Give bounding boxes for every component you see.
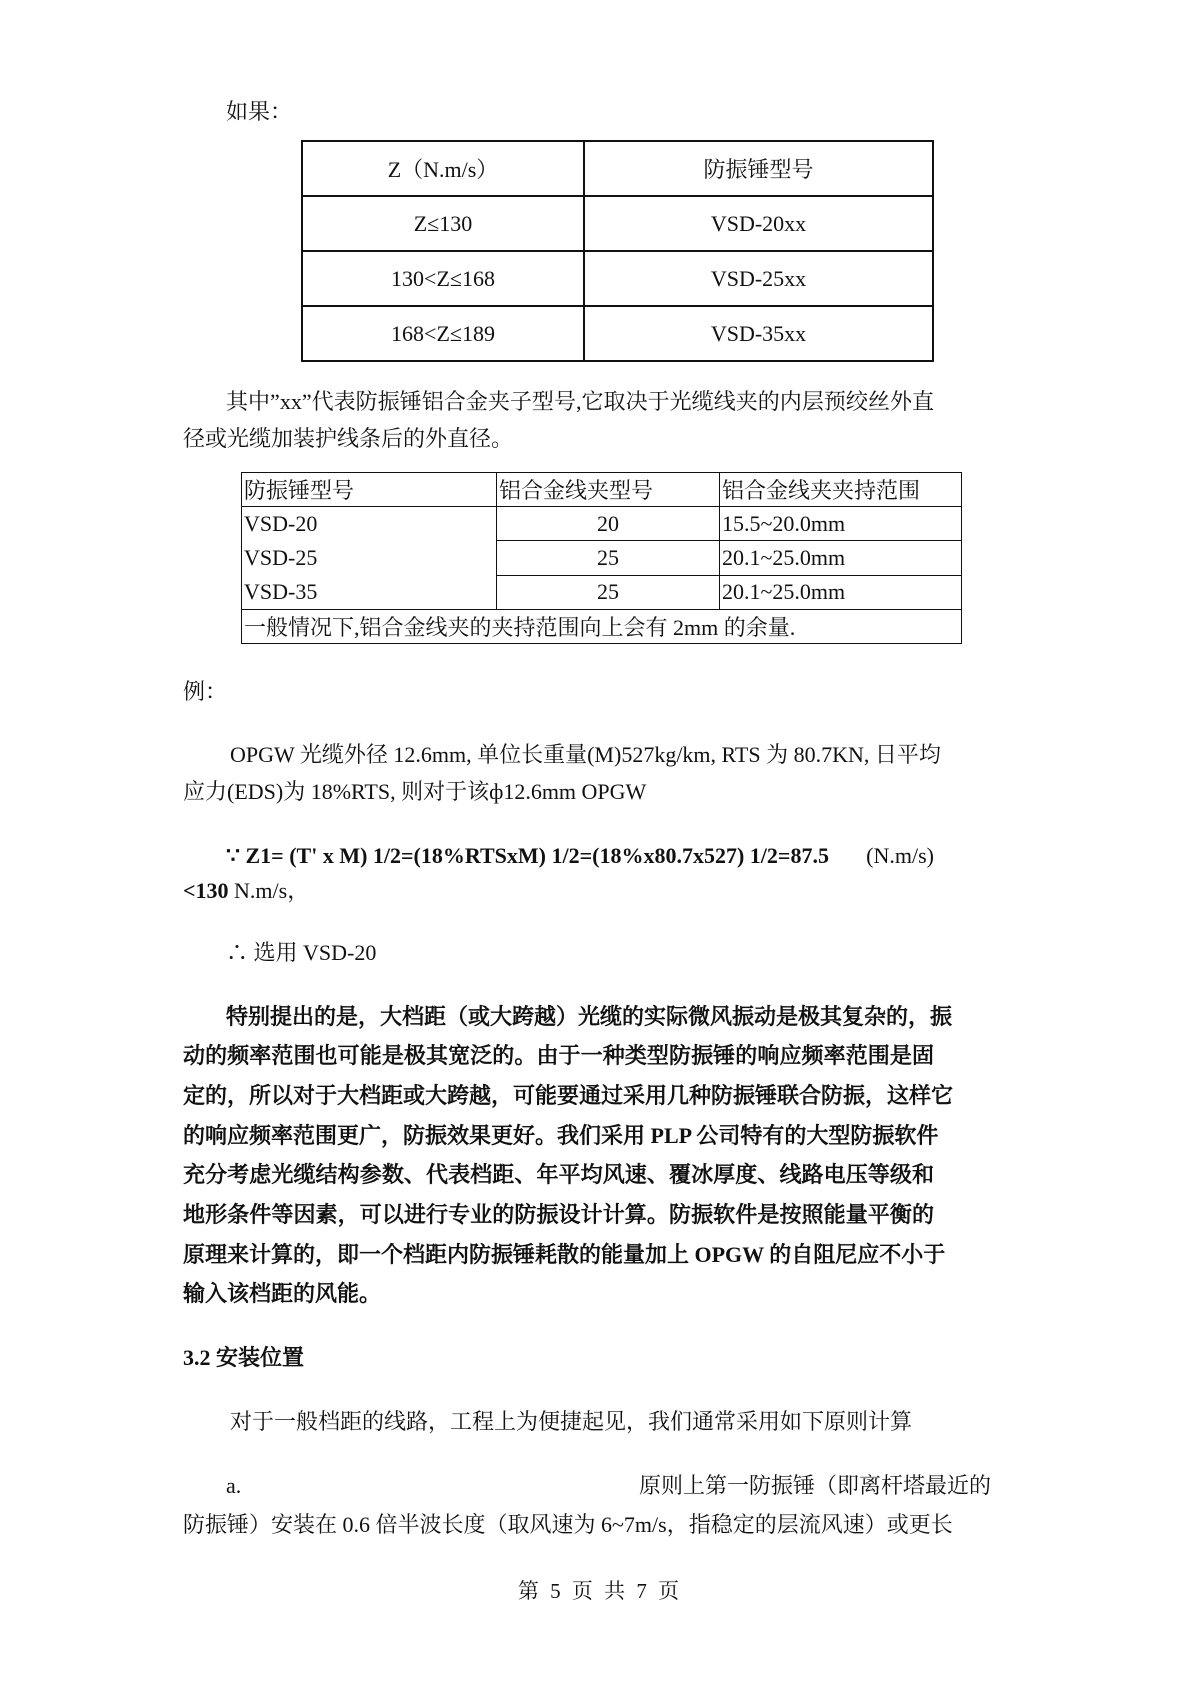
intro-label: 如果： bbox=[226, 99, 293, 124]
conclusion-line: ∴ 选用 VSD-20 bbox=[226, 940, 377, 965]
table-cell: VSD-20xx bbox=[584, 196, 933, 251]
section-intro: 对于一般档距的线路，工程上为便捷起见，我们通常采用如下原则计算 bbox=[230, 1409, 913, 1434]
page-footer: 第 5 页 共 7 页 bbox=[517, 1579, 683, 1603]
table-row bbox=[302, 306, 933, 361]
table-cell: Z≤130 bbox=[302, 196, 584, 251]
damper-selection-table bbox=[301, 140, 934, 362]
example-line: OPGW 光缆外径 12.6mm, 单位长重量(M)527kg/km, RTS 为 80.7KN, 日平均 bbox=[230, 742, 941, 767]
section-heading: 3.2 安装位置 bbox=[183, 1345, 305, 1370]
formula-line bbox=[226, 841, 934, 871]
table-row bbox=[302, 251, 933, 306]
formula-bound: <130 bbox=[183, 878, 229, 903]
table-cell: VSD-35xx bbox=[584, 306, 933, 361]
list-item-text: 防振锤）安装在 0.6 倍半波长度（取风速为 6~7m/s，指稳定的层流风速）或更长 bbox=[183, 1512, 953, 1537]
table-header-row bbox=[242, 473, 962, 507]
bold-paragraph-line: 动的频率范围也可能是极其宽泛的。由于一种类型防振锤的响应频率范围是固 bbox=[183, 1043, 934, 1068]
table-cell: 130<Z≤168 bbox=[302, 251, 584, 306]
paragraph-line: 其中”xx”代表防振锤铝合金夹子型号,它取决于光缆线夹的内层预绞丝外直 bbox=[226, 389, 934, 414]
damper-model: VSD-35 bbox=[244, 579, 318, 604]
bold-paragraph-line: 原理来计算的，即一个档距内防振锤耗散的能量加上 OPGW 的自阻尼应不小于 bbox=[183, 1242, 946, 1267]
table-row bbox=[302, 196, 933, 251]
formula-line bbox=[183, 876, 309, 906]
table-row bbox=[242, 507, 962, 541]
formula-unit: (N.m/s) bbox=[866, 843, 934, 868]
clamp-range-table bbox=[241, 472, 962, 644]
list-item-marker: a. bbox=[226, 1473, 242, 1498]
bold-paragraph-line: 定的，所以对于大档距或大跨越，可能要通过采用几种防振锤联合防振，这样它 bbox=[183, 1083, 954, 1108]
table-header-cell: Z（N.m/s） bbox=[302, 141, 584, 196]
table-header-cell: 铝合金线夹夹持范围 bbox=[720, 473, 962, 507]
table-cell: VSD-25xx bbox=[584, 251, 933, 306]
table-header-cell: 铝合金线夹型号 bbox=[497, 473, 720, 507]
damper-model: VSD-20 bbox=[244, 511, 318, 536]
table-header-row bbox=[302, 141, 933, 196]
formula-unit: N.m/s， bbox=[234, 878, 310, 903]
formula-expression: ∵ Z1= (T' x M) 1/2=(18%RTSxM) 1/2=(18%x80.7x527) 1/2=87.5 bbox=[226, 843, 829, 868]
table-cell: 25 bbox=[497, 575, 720, 609]
table-cell: 20.1~25.0mm bbox=[720, 575, 962, 609]
bold-paragraph-line: 特别提出的是，大档距（或大跨越）光缆的实际微风振动是极其复杂的，振 bbox=[226, 1004, 953, 1029]
example-line: 应力(EDS)为 18%RTS, 则对于该ф12.6mm OPGW bbox=[183, 779, 647, 804]
list-item-text: 原则上第一防振锤（即离杆塔最近的 bbox=[639, 1473, 992, 1498]
damper-model: VSD-25 bbox=[244, 545, 318, 570]
bold-paragraph-line: 输入该档距的风能。 bbox=[183, 1281, 382, 1306]
table-cell: 15.5~20.0mm bbox=[720, 507, 962, 541]
table-cell: 168<Z≤189 bbox=[302, 306, 584, 361]
table-cell: 20 bbox=[497, 507, 720, 541]
table-note-row bbox=[242, 610, 962, 644]
table-header-cell: 防振锤型号 bbox=[242, 473, 497, 507]
paragraph-line: 径或光缆加装护线条后的外直径。 bbox=[183, 426, 514, 451]
table-note: 一般情况下,铝合金线夹的夹持范围向上会有 2mm 的余量. bbox=[242, 610, 962, 644]
table-header-cell: 防振锤型号 bbox=[584, 141, 933, 196]
table-cell: 25 bbox=[497, 541, 720, 575]
bold-paragraph-line: 的响应频率范围更广，防振效果更好。我们采用 PLP 公司特有的大型防振软件 bbox=[183, 1123, 939, 1148]
damper-models-cell bbox=[242, 507, 497, 610]
bold-paragraph-line: 地形条件等因素，可以进行专业的防振设计计算。防振软件是按照能量平衡的 bbox=[183, 1202, 934, 1227]
table-cell: 20.1~25.0mm bbox=[720, 541, 962, 575]
example-label: 例： bbox=[183, 679, 228, 704]
bold-paragraph-line: 充分考虑光缆结构参数、代表档距、年平均风速、覆冰厚度、线路电压等级和 bbox=[183, 1162, 934, 1187]
